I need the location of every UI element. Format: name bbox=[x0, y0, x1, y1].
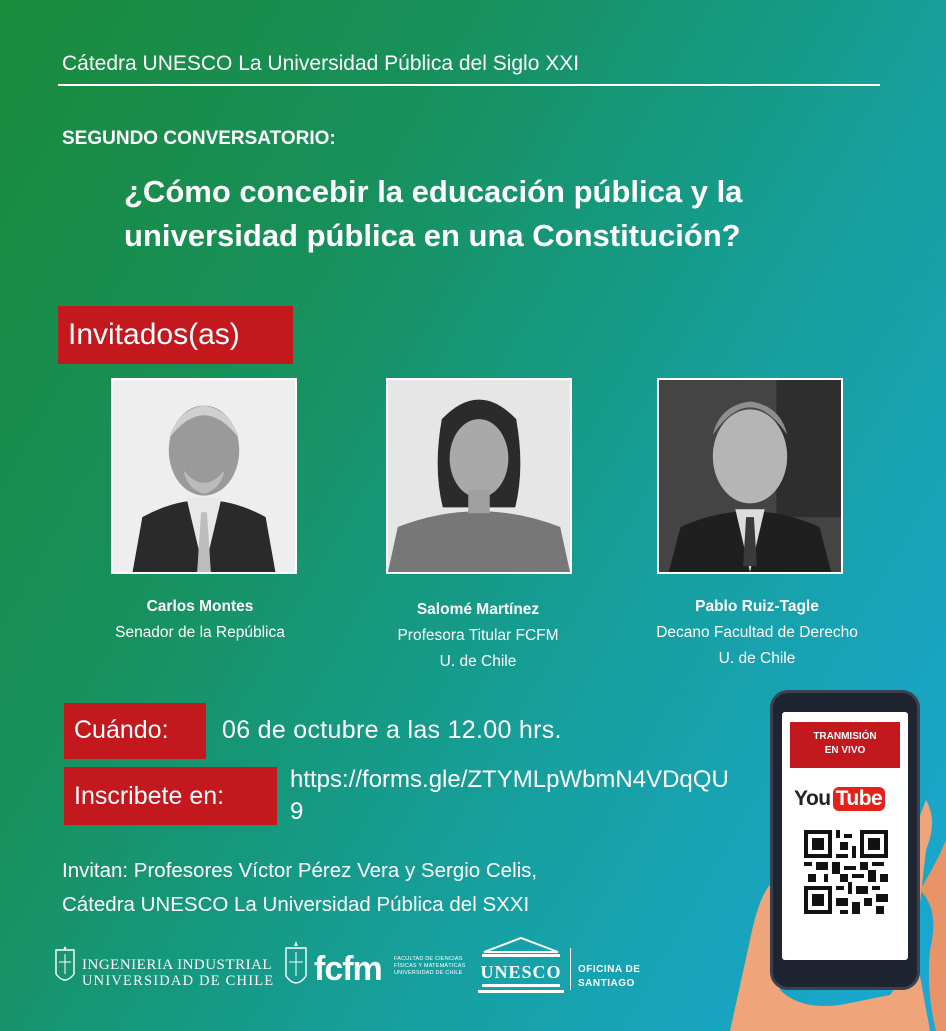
youtube-logo bbox=[794, 784, 885, 814]
guest-card bbox=[622, 594, 892, 672]
youtube-logo-tube: Tube bbox=[833, 787, 886, 811]
phone-screen bbox=[782, 712, 908, 960]
qr-code-icon[interactable] bbox=[804, 830, 888, 914]
logo-ingenieria-industrial bbox=[54, 940, 275, 992]
crest-icon bbox=[284, 940, 308, 992]
stream-badge-line-2: EN VIVO bbox=[824, 745, 866, 756]
guest-affiliation: U. de Chile bbox=[439, 653, 517, 670]
guest-photo-salome-martinez bbox=[386, 378, 572, 574]
logo-ii-line-2: UNIVERSIDAD DE CHILE bbox=[82, 973, 275, 989]
guest-role: Decano Facultad de Derecho bbox=[656, 624, 858, 641]
organizers-line-2: Cátedra UNESCO La Universidad Pública del SXXI bbox=[62, 893, 530, 916]
logo-fcfm bbox=[284, 940, 474, 996]
stream-badge-line-1: TRANMISIÓN bbox=[813, 731, 877, 742]
guest-card bbox=[82, 594, 318, 646]
logo-ii-line-1: INGENIERIA INDUSTRIAL bbox=[82, 957, 273, 973]
logo-unesco bbox=[476, 936, 656, 996]
header-divider bbox=[58, 84, 880, 86]
logo-fcfm-text: fcfm bbox=[314, 950, 382, 988]
logo-unesco-text: UNESCO bbox=[480, 962, 562, 982]
guest-name: Salomé Martínez bbox=[416, 601, 540, 618]
guest-role: Senador de la República bbox=[115, 624, 285, 641]
guest-photo-pablo-ruiz-tagle bbox=[657, 378, 843, 574]
logo-fcfm-subtitle: FACULTAD DE CIENCIAS FÍSICAS Y MATEMÁTICAS UNIVERSIDAD DE CHILE bbox=[394, 956, 466, 976]
when-label: Cuándo: bbox=[64, 703, 206, 759]
register-label: Inscribete en: bbox=[64, 767, 277, 825]
guest-role: Profesora Titular FCFM bbox=[397, 627, 559, 644]
organizers-line-1: Invitan: Profesores Víctor Pérez Vera y Sergio Celis, bbox=[62, 859, 538, 882]
guest-affiliation: U. de Chile bbox=[718, 650, 796, 667]
guest-name: Carlos Montes bbox=[146, 598, 254, 615]
event-question: ¿Cómo concebir la educación pública y la universidad pública en una Constitución? bbox=[124, 174, 743, 253]
event-label: SEGUNDO CONVERSATORIO: bbox=[62, 128, 336, 149]
unesco-temple-icon bbox=[476, 936, 566, 996]
organizers bbox=[62, 854, 682, 922]
register-link[interactable]: https://forms.gle/ZTYMLpWbmN4VDqQU9 bbox=[290, 766, 729, 825]
live-stream-badge bbox=[790, 722, 900, 768]
header-title: Cátedra UNESCO La Universidad Pública del Siglo XXI bbox=[62, 52, 580, 75]
guest-card bbox=[360, 597, 596, 675]
guest-photo-carlos-montes bbox=[111, 378, 297, 574]
phone-illustration bbox=[690, 690, 946, 1031]
unesco-office-line-2: SANTIAGO bbox=[578, 978, 635, 989]
guests-label: Invitados(as) bbox=[58, 306, 293, 364]
when-value: 06 de octubre a las 12.00 hrs. bbox=[222, 716, 562, 744]
guest-name: Pablo Ruiz-Tagle bbox=[695, 598, 819, 615]
youtube-logo-you: You bbox=[794, 787, 831, 810]
unesco-office-line-1: OFICINA DE bbox=[578, 964, 641, 975]
logo-divider bbox=[570, 948, 571, 990]
crest-icon bbox=[54, 944, 76, 988]
